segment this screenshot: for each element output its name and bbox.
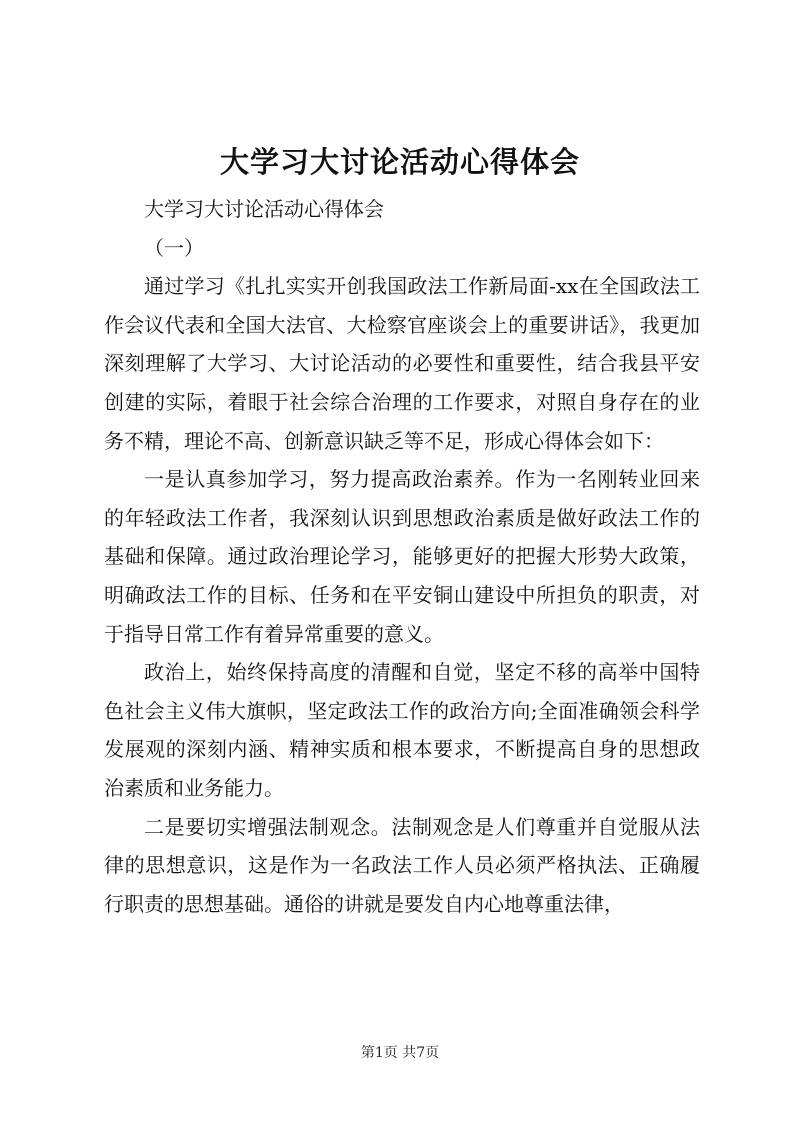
document-title: 大学习大讨论活动心得体会 xyxy=(219,145,580,179)
paragraph: 通过学习《扎扎实实开创我国政法工作新局面-xx在全国政法工作会议代表和全国大法官、大检察官座谈会上的重要讲话》，我更加深刻理解了大学习、大讨论活动的必要性和重要性，结合我县平安创建的实际，着眼于社会综合治理的工作要求，对照自身存在的业务不精，理论不高、创新意识缺乏等不足，形成心得体会如下： xyxy=(104,274,700,453)
paragraph: 政治上，始终保持高度的清醒和自觉，坚定不移的高举中国特色社会主义伟大旗帜，坚定政法工作的政治方向;全面准确领会科学发展观的深刻内涵、精神实质和根本要求，不断提高自身的思想政治素质和业务能力。 xyxy=(104,660,700,800)
document-body xyxy=(104,190,700,923)
paragraph: 一是认真参加学习，努力提高政治素养。作为一名刚转业回来的年轻政法工作者，我深刻认识到思想政治素质是做好政法工作的基础和保障。通过政治理论学习，能够更好的把握大形势大政策，明确政法工作的目标、任务和在平安铜山建设中所担负的职责，对于指导日常工作有着异常重要的意义。 xyxy=(104,467,700,646)
paragraph-section-number: （一） xyxy=(144,235,204,260)
paragraph: 二是要切实增强法制观念。法制观念是人们尊重并自觉服从法律的思想意识，这是作为一名政法工作人员必须严格执法、正确履行职责的思想基础。通俗的讲就是要发自内心地尊重法律， xyxy=(104,814,700,916)
paragraph-subtitle: 大学习大讨论活动心得体会 xyxy=(144,197,384,221)
page-footer: 第1页 共7页 xyxy=(360,1045,440,1061)
